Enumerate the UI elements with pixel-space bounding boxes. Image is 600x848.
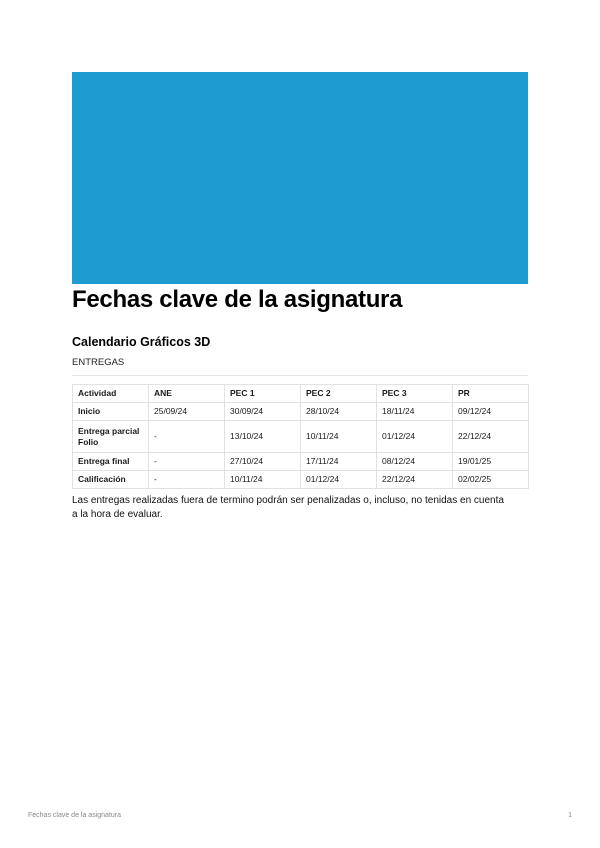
header-cell: Actividad [73, 385, 149, 403]
table-cell: - [149, 471, 225, 489]
table-cell: 08/12/24 [377, 453, 453, 471]
table-cell: 28/10/24 [301, 403, 377, 421]
table-cell: 17/11/24 [301, 453, 377, 471]
table-header-row [73, 385, 529, 403]
table-row [73, 421, 529, 453]
page-number: 1 [568, 812, 572, 819]
header-cell: PEC 2 [301, 385, 377, 403]
page-title: Fechas clave de la asignatura [72, 286, 403, 313]
table-cell: - [149, 453, 225, 471]
table-cell: 25/09/24 [149, 403, 225, 421]
row-label: Entrega parcial Folio [73, 421, 149, 453]
table-cell: 22/12/24 [377, 471, 453, 489]
table-cell: 02/02/25 [453, 471, 529, 489]
table-cell: 19/01/25 [453, 453, 529, 471]
row-label: Calificación [73, 471, 149, 489]
table-cell: 22/12/24 [453, 421, 529, 453]
table-cell: 09/12/24 [453, 403, 529, 421]
table-cell: 13/10/24 [225, 421, 301, 453]
table-cell: 01/12/24 [301, 471, 377, 489]
table-cell: - [149, 421, 225, 453]
table-cell: 27/10/24 [225, 453, 301, 471]
schedule-table [72, 384, 529, 489]
row-label: Inicio [73, 403, 149, 421]
footer-title: Fechas clave de la asignatura [28, 812, 121, 819]
table-cell: 01/12/24 [377, 421, 453, 453]
header-cell: PR [453, 385, 529, 403]
table-cell: 10/11/24 [225, 471, 301, 489]
calendar-subtitle: Calendario Gráficos 3D [72, 335, 211, 349]
row-label: Entrega final [73, 453, 149, 471]
table-cell: 30/09/24 [225, 403, 301, 421]
divider [72, 375, 528, 376]
header-cell: PEC 1 [225, 385, 301, 403]
table-row [73, 471, 529, 489]
late-submission-note: Las entregas realizadas fuera de termino podrán ser penalizadas o, incluso, no tenidas en cuenta a la hora de evaluar. [72, 495, 504, 520]
header-banner [72, 72, 528, 284]
header-cell: ANE [149, 385, 225, 403]
table-row [73, 453, 529, 471]
table-cell: 10/11/24 [301, 421, 377, 453]
section-label: ENTREGAS [72, 357, 125, 368]
table-cell: 18/11/24 [377, 403, 453, 421]
table-row [73, 403, 529, 421]
header-cell: PEC 3 [377, 385, 453, 403]
